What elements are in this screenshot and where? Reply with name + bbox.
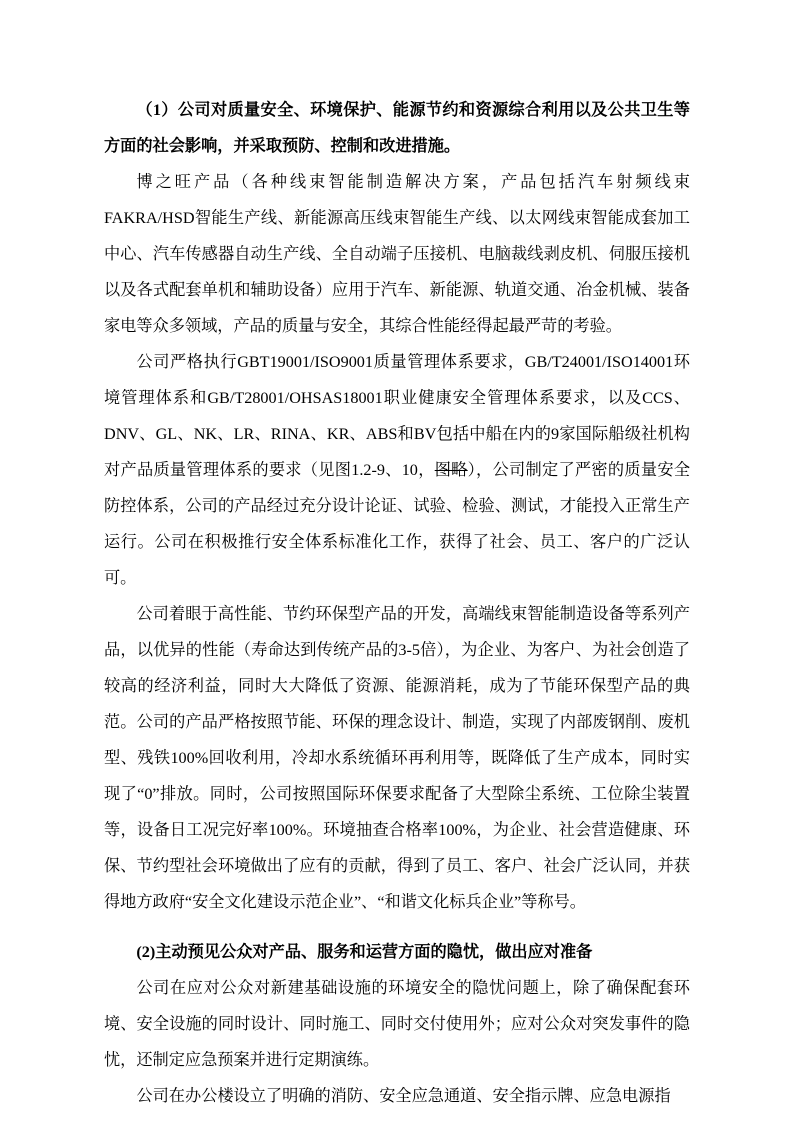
paragraph-office-safety: 公司在办公楼设立了明确的消防、安全应急通道、安全指示牌、应急电源指 [136,1087,671,1105]
section-heading-2: (2)主动预见公众对产品、服务和运营方面的隐忧，做出应对准备 [136,943,593,961]
section-heading-1: （1）公司对质量安全、环境保护、能源节约和资源综合利用以及公共卫生等方面的社会影响，并采取预防、控制和改进措施。 [104,101,690,155]
paragraph-energy-saving: 公司着眼于高性能、节约环保型产品的开发，高端线束智能制造设备等系列产品，以优异的性能（寿命达到传统产品的3-5倍），为企业、为客户、为社会创造了较高的经济利益，同时大大降低了资源、能源消耗，成为了节能环保型产品的典范。公司的产品严格按照节能、环保的理念设计、制造，实现了内部废钢削、废机型、残铁100%回收利用，冷却水系统循环再利用等，既降低了生产成本，同时实现了“0”排放。同时，公司按照国际环保要求配备了大型除尘系统、工位除尘装置等，设备日工况完好率100%。环境抽查合格率100%，为企业、社会营造健康、环保、节约型社会环境做出了应有的贡献，得到了员工、客户、社会广泛认同，并获得地方政府“安全文化建设示范企业”、“和谐文化标兵企业”等称号。 [104,605,690,911]
paragraph-quality-system [104,344,690,596]
quality-text-part-1: 公司严格执行GBT19001/ISO9001质量管理体系要求，GB/T24001/ISO14001环境管理体系和GB/T28001/OHSAS18001职业健康安全管理体系要求，以及CCS、DNV、GL、NK、LR、RINA、KR、ABS和BV包括中船在内的9家国际船级社机构对产品质量管理体系的要求（见图1.2-9、10， [104,353,690,479]
quality-text-struck: 图略 [434,461,468,479]
paragraph-products: 博之旺产品（各种线束智能制造解决方案，产品包括汽车射频线束FAKRA/HSD智能生产线、新能源高压线束智能生产线、以太网线束智能成套加工中心、汽车传感器自动生产线、全自动端子压接机、电脑裁线剥皮机、伺服压接机以及各式配套单机和辅助设备）应用于汽车、新能源、轨道交通、冶金机械、装备家电等众多领域，产品的质量与安全，其综合性能经得起最严苛的考验。 [104,173,690,335]
paragraph-spacer [104,920,690,934]
document-body [104,92,690,1114]
quality-text-part-2: ），公司制定了严密的质量安全防控体系，公司的产品经过充分设计论证、试验、检验、测试，才能投入正常生产运行。公司在积极推行安全体系标准化工作，获得了社会、员工、客户的广泛认可。 [104,461,691,587]
paragraph-public-concerns: 公司在应对公众对新建基础设施的环境安全的隐忧问题上，除了确保配套环境、安全设施的同时设计、同时施工、同时交付使用外；应对公众对突发事件的隐忧，还制定应急预案并进行定期演练。 [104,979,690,1069]
